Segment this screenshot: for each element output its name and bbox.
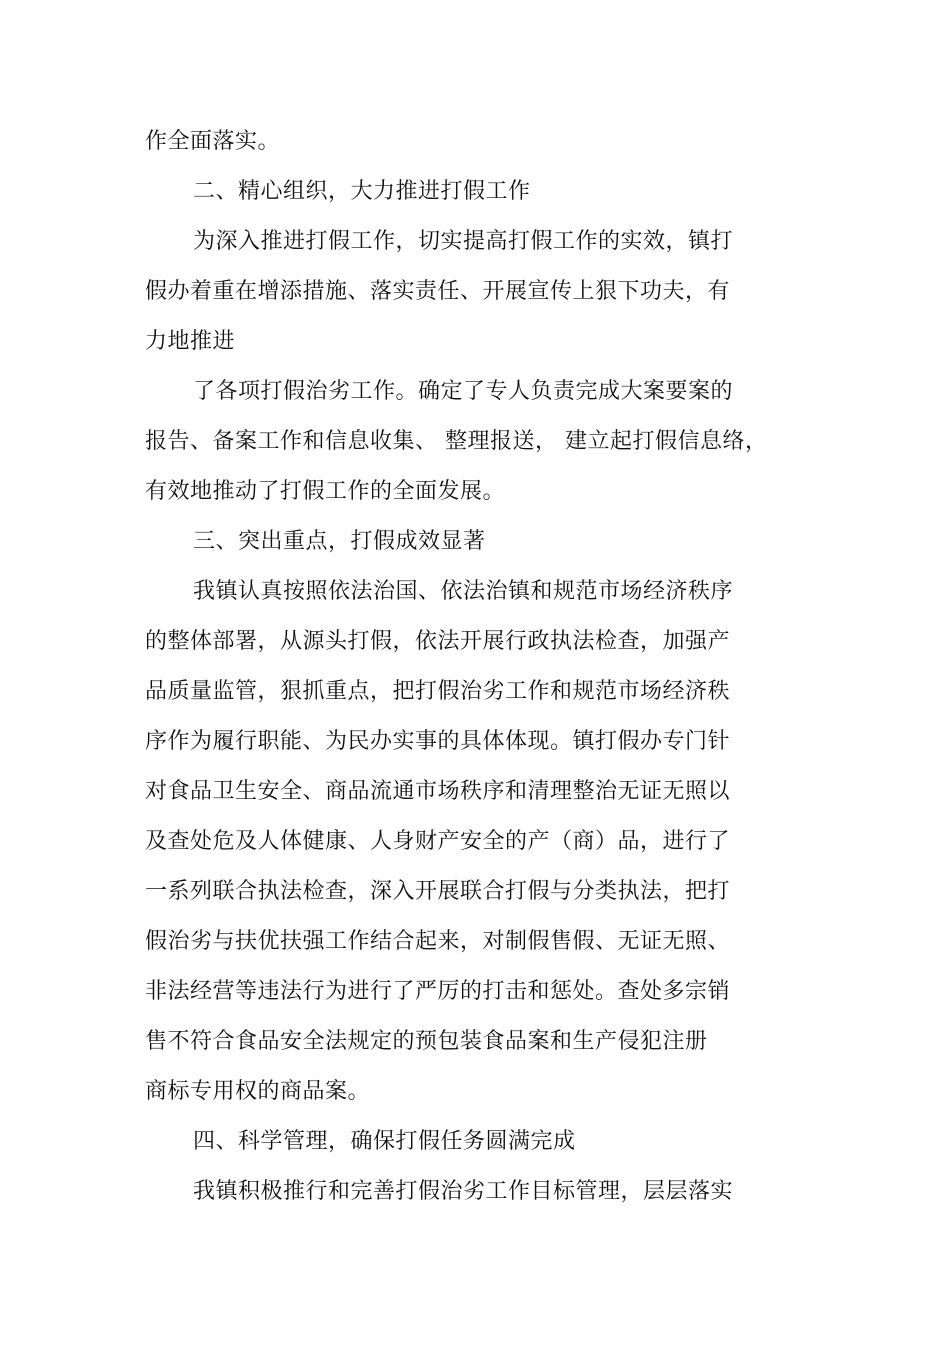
paragraph-line: 为深入推进打假工作，切实提高打假工作的实效，镇打 <box>193 229 734 254</box>
paragraph-line: 一系列联合执法检查，深入开展联合打假与分类执法，把打 <box>145 879 731 904</box>
paragraph-line: 报告、备案工作和信息收集、 整理报送， 建立起打假信息络， <box>145 429 768 454</box>
section-heading: 三、突出重点，打假成效显著 <box>193 529 486 554</box>
paragraph-line: 售不符合食品安全法规定的预包装食品案和生产侵犯注册 <box>145 1029 708 1054</box>
paragraph-line: 品质量监管，狠抓重点，把打假治劣工作和规范市场经济秩 <box>145 679 731 704</box>
paragraph-line: 作全面落实。 <box>145 129 281 154</box>
paragraph-line: 假办着重在增添措施、落实责任、开展宣传上狠下功夫，有 <box>145 279 731 304</box>
paragraph-line: 力地推进 <box>145 329 236 354</box>
paragraph-line: 了各项打假治劣工作。确定了专人负责完成大案要案的 <box>193 379 734 404</box>
paragraph-line: 非法经营等违法行为进行了严厉的打击和惩处。查处多宗销 <box>145 979 731 1004</box>
paragraph-line: 假治劣与扶优扶强工作结合起来，对制假售假、无证无照、 <box>145 929 731 954</box>
paragraph-line: 对食品卫生安全、商品流通市场秩序和清理整治无证无照以 <box>145 779 731 804</box>
paragraph-line: 及查处危及人体健康、人身财产安全的产（商）品，进行了 <box>145 829 731 854</box>
paragraph-line: 我镇认真按照依法治国、依法治镇和规范市场经济秩序 <box>193 579 734 604</box>
paragraph-line: 的整体部署，从源头打假，依法开展行政执法检查，加强产 <box>145 629 731 654</box>
section-heading: 四、科学管理，确保打假任务圆满完成 <box>193 1129 576 1154</box>
paragraph-line: 我镇积极推行和完善打假治劣工作目标管理，层层落实 <box>193 1179 734 1204</box>
paragraph-line: 有效地推动了打假工作的全面发展。 <box>145 479 506 504</box>
section-heading: 二、精心组织，大力推进打假工作 <box>193 179 531 204</box>
paragraph-line: 商标专用权的商品案。 <box>145 1079 371 1104</box>
paragraph-line: 序作为履行职能、为民办实事的具体体现。镇打假办专门针 <box>145 729 731 754</box>
